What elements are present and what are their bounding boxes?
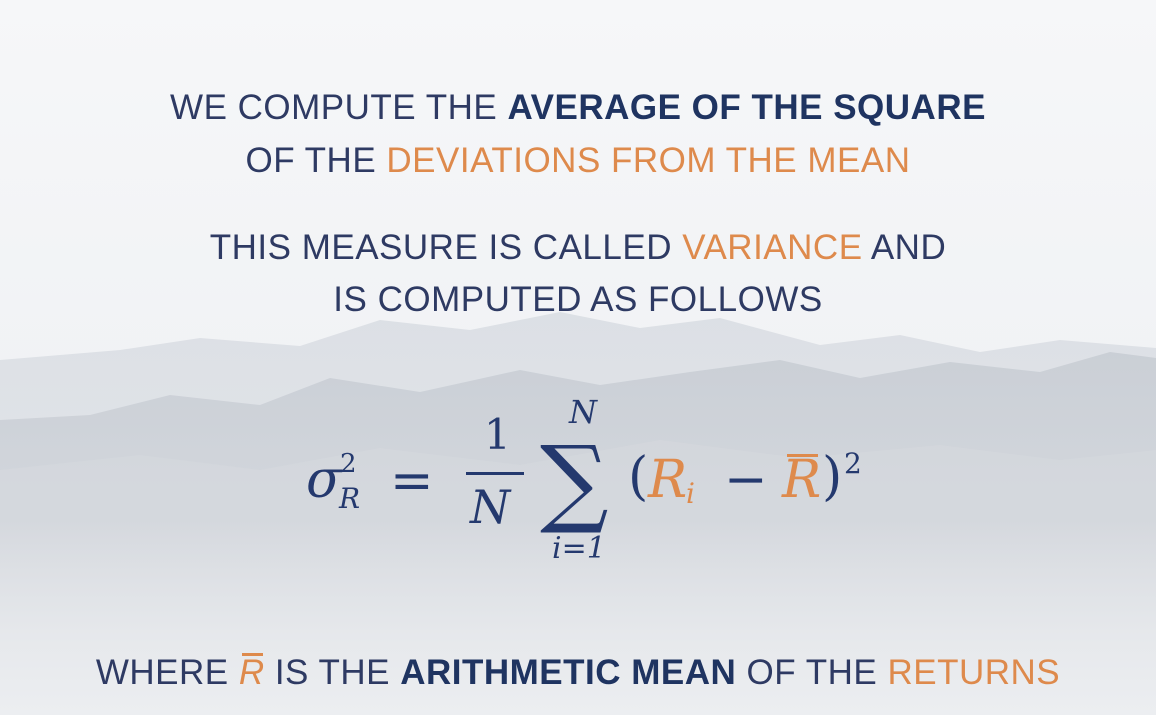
footer-line: [0, 653, 1156, 693]
footer-text-is-the: IS THE: [264, 653, 401, 692]
formula-sigma-superscript: 2: [340, 449, 357, 479]
formula-fraction-numerator: 1: [484, 410, 511, 459]
formula-exponent: 2: [844, 447, 862, 480]
formula-minus: −: [724, 450, 768, 510]
subheading-line-1-text: THIS MEASURE IS CALLED: [209, 228, 683, 267]
footer-text-where: WHERE: [95, 653, 239, 692]
formula-mean-return: R: [782, 450, 822, 510]
formula-summation-sign: ∑: [540, 425, 609, 537]
formula-equals: =: [390, 451, 434, 511]
formula-returns-variable: R: [648, 450, 688, 510]
formula-sum-upper-limit: N: [569, 393, 597, 431]
heading-line-2-text: OF THE: [245, 141, 387, 180]
formula-fraction-denominator: N: [470, 480, 511, 534]
formula-sigma-subscript: R: [339, 482, 361, 515]
formula-sum-lower-limit: i=1: [552, 531, 606, 566]
returns-emphasis: RETURNS: [887, 653, 1061, 692]
formula-close-paren: ): [822, 447, 843, 507]
footer-text-of-the: OF THE: [736, 653, 888, 692]
subheading-line-1-tail: AND: [862, 228, 947, 267]
formula-open-paren: (: [628, 447, 649, 507]
formula-sigma: σ: [306, 450, 342, 510]
footer-mean-symbol: R: [238, 653, 265, 692]
variance-emphasis: VARIANCE: [682, 228, 863, 267]
heading-line-1-text: WE COMPUTE THE: [170, 88, 508, 127]
deviations-emphasis: DEVIATIONS FROM THE MEAN: [386, 141, 911, 180]
subheading-line-2: IS COMPUTED AS FOLLOWS: [333, 280, 823, 319]
arithmetic-mean-emphasis: ARITHMETIC MEAN: [400, 653, 737, 692]
formula-returns-index: i: [686, 477, 695, 510]
average-of-square-emphasis: AVERAGE OF THE SQUARE: [507, 88, 986, 127]
formula-fraction-bar: [466, 472, 524, 475]
